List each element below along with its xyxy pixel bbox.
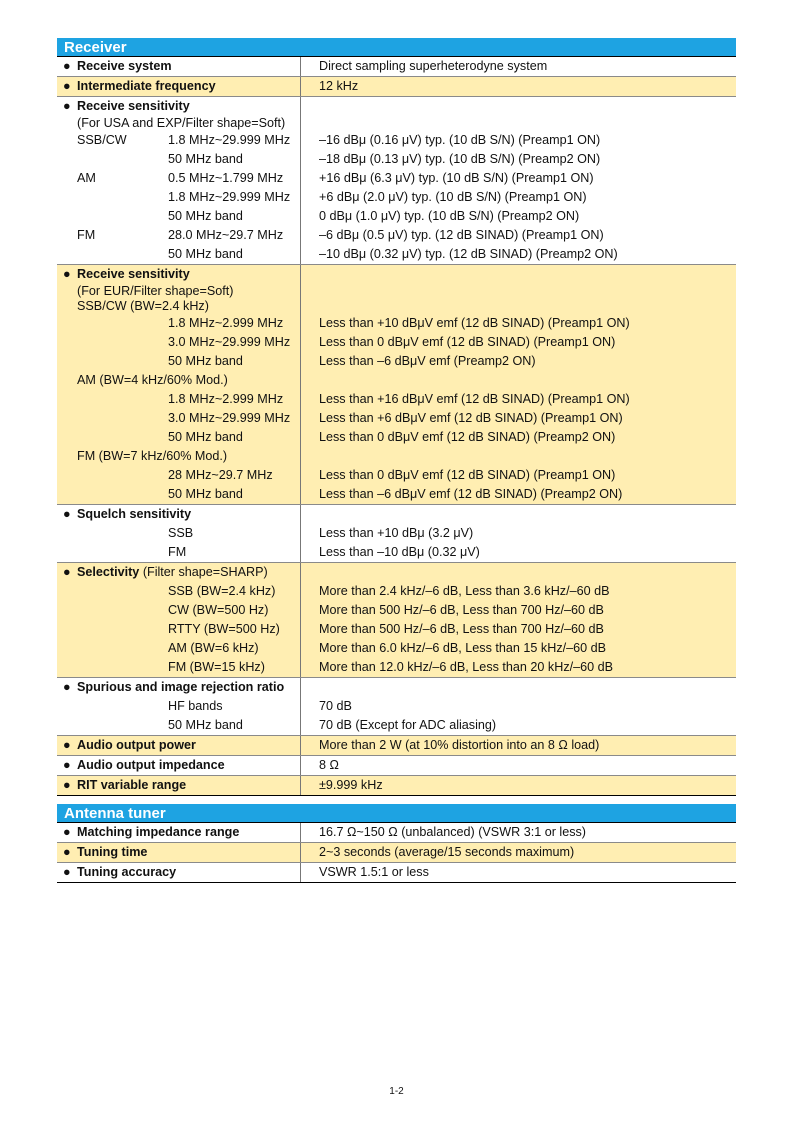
spec-value: 8 Ω [319,758,339,772]
spec-value: 12 kHz [319,79,359,93]
spec-label: ● Selectivity (Filter shape=SHARP) [63,565,268,579]
spec-subtitle: AM (BW=4 kHz/60% Mod.) [77,373,228,387]
spec-note: (For EUR/Filter shape=Soft) [77,284,234,298]
spec-value: Less than 0 dBμV emf (12 dB SINAD) (Preamp1 ON) [319,335,616,349]
spec-group-sensitivity-eur: ● Receive sensitivity (For EUR/Filter shape=Soft) SSB/CW (BW=2.4 kHz) 1.8 MHz~2.999 MHz 3.0 MHz~29.999 MHz 50 MHz band AM (BW=4 kHz/60% Mod.) 1.8 MHz~2.999 MHz 3.0 MHz~29.999 MHz 50 MHz band FM (BW=7 kHz/60% Mod.) 28 MHz~29.7 MHz 50 MHz band Less than +10 dBμV emf (12 dB SINAD) (Preamp1 ON) Less than 0 dBμV emf (12 dB SINAD) (Preamp1 ON) Less than –6 dBμV emf (Preamp2 ON) Less than +16 dBμV emf (12 dB SINAD) (Preamp1 ON) Less than +6 dBμV emf (12 dB SINAD) (Preamp1 ON) Less than 0 dBμV emf (12 dB SINAD) (Preamp2 ON) Less than 0 dBμV emf (12 dB SINAD) (Preamp1 ON) Less than –6 dBμV emf (12 dB SINAD) (Preamp2 ON) [57,265,736,505]
spec-value: VSWR 1.5:1 or less [319,865,429,879]
spec-value: Direct sampling superheterodyne system [319,59,548,73]
spec-group-sensitivity-usa: ● Receive sensitivity (For USA and EXP/Filter shape=Soft) SSB/CW 1.8 MHz~29.999 MHz 50 MHz band AM 0.5 MHz~1.799 MHz 1.8 MHz~29.999 MHz 50 MHz band FM 28.0 MHz~29.7 MHz 50 MHz band –16 dBμ (0.16 μV) typ. (10 dB S/N) (Preamp1 ON) –18 dBμ (0.13 μV) typ. (10 dB S/N) (Preamp2 ON) +16 dBμ (6.3 μV) typ. (10 dB S/N) (Preamp1 ON) +6 dBμ (2.0 μV) typ. (10 dB S/N) (Preamp1 ON) 0 dBμ (1.0 μV) typ. (10 dB S/N) (Preamp2 ON) –6 dBμ (0.5 μV) typ. (12 dB SINAD) (Preamp1 ON) –10 dBμ (0.32 μV) typ. (12 dB SINAD) (Preamp2 ON) [57,97,736,265]
spec-value: Less than –6 dBμV emf (Preamp2 ON) [319,354,536,368]
spec-value: 70 dB [319,699,352,713]
spec-label: Audio output power [77,738,196,752]
antenna-tuner-section [57,804,736,883]
spec-group-selectivity: ● Selectivity (Filter shape=SHARP) SSB (BW=2.4 kHz) CW (BW=500 Hz) RTTY (BW=500 Hz) AM (BW=6 kHz) FM (BW=15 kHz) More than 2.4 kHz/–6 dB, Less than 3.6 kHz/–60 dB More than 500 Hz/–6 dB, Less than 700 Hz/–60 dB More than 500 Hz/–6 dB, Less than 700 Hz/–60 dB More than 6.0 kHz/–6 dB, Less than 15 kHz/–60 dB More than 12.0 kHz/–6 dB, Less than 20 kHz/–60 dB [57,563,736,678]
spec-row-receive-system: ● Receive system Direct sampling superheterodyne system [57,57,736,77]
spec-row-audio-output-impedance: ● Audio output impedance 8 Ω [57,756,736,776]
spec-value: –16 dBμ (0.16 μV) typ. (10 dB S/N) (Preamp1 ON) [319,133,601,147]
spec-value: Less than –10 dBμ (0.32 μV) [319,545,480,559]
spec-group-spurious: ● Spurious and image rejection ratio HF bands 50 MHz band 70 dB 70 dB (Except for ADC aliasing) [57,678,736,736]
spec-value: 16.7 Ω~150 Ω (unbalanced) (VSWR 3:1 or less) [319,825,586,839]
spec-label: Audio output impedance [77,758,225,772]
spec-value: More than 12.0 kHz/–6 dB, Less than 20 kHz/–60 dB [319,660,614,674]
spec-value: Less than +10 dBμ (3.2 μV) [319,526,474,540]
spec-value: 2~3 seconds (average/15 seconds maximum) [319,845,575,859]
spec-value: 70 dB (Except for ADC aliasing) [319,718,497,732]
spec-label: ● Receive sensitivity [63,99,190,113]
spec-value: +16 dBμ (6.3 μV) typ. (10 dB S/N) (Preamp1 ON) [319,171,594,185]
spec-group-squelch: ● Squelch sensitivity SSB FM Less than +10 dBμ (3.2 μV) Less than –10 dBμ (0.32 μV) [57,505,736,563]
spec-value: More than 6.0 kHz/–6 dB, Less than 15 kHz/–60 dB [319,641,607,655]
spec-row-rit-range: ● RIT variable range ±9.999 kHz [57,776,736,796]
spec-value: Less than +10 dBμV emf (12 dB SINAD) (Preamp1 ON) [319,316,630,330]
spec-value: Less than +6 dBμV emf (12 dB SINAD) (Preamp1 ON) [319,411,623,425]
spec-value: Less than +16 dBμV emf (12 dB SINAD) (Preamp1 ON) [319,392,630,406]
spec-value: –18 dBμ (0.13 μV) typ. (10 dB S/N) (Preamp2 ON) [319,152,601,166]
spec-row-intermediate-frequency: ● Intermediate frequency 12 kHz [57,77,736,97]
spec-label: Tuning time [77,845,148,859]
spec-row-tuning-accuracy: ● Tuning accuracy VSWR 1.5:1 or less [57,863,736,883]
spec-value: Less than 0 dBμV emf (12 dB SINAD) (Preamp1 ON) [319,468,616,482]
spec-label: Intermediate frequency [77,79,216,93]
spec-value: More than 2.4 kHz/–6 dB, Less than 3.6 kHz/–60 dB [319,584,610,598]
spec-value: More than 2 W (at 10% distortion into an 8 Ω load) [319,738,600,752]
spec-value: –6 dBμ (0.5 μV) typ. (12 dB SINAD) (Preamp1 ON) [319,228,604,242]
spec-subtitle: SSB/CW (BW=2.4 kHz) [77,299,209,313]
antenna-tuner-header: Antenna tuner [57,804,736,823]
spec-value: Less than 0 dBμV emf (12 dB SINAD) (Preamp2 ON) [319,430,616,444]
spec-note: (For USA and EXP/Filter shape=Soft) [77,116,286,130]
spec-value: 0 dBμ (1.0 μV) typ. (10 dB S/N) (Preamp2 ON) [319,209,580,223]
spec-label: Tuning accuracy [77,865,177,879]
receiver-header: Receiver [57,38,736,57]
spec-value: +6 dBμ (2.0 μV) typ. (10 dB S/N) (Preamp1 ON) [319,190,587,204]
spec-label: Matching impedance range [77,825,240,839]
spec-label: RIT variable range [77,778,187,792]
spec-row-tuning-time: ● Tuning time 2~3 seconds (average/15 seconds maximum) [57,843,736,863]
spec-label: ● Spurious and image rejection ratio [63,680,285,694]
spec-row-audio-output-power: ● Audio output power More than 2 W (at 10% distortion into an 8 Ω load) [57,736,736,756]
spec-value: ±9.999 kHz [319,778,383,792]
spec-row-matching-impedance: ● Matching impedance range 16.7 Ω~150 Ω (unbalanced) (VSWR 3:1 or less) [57,823,736,843]
spec-label: Receive system [77,59,172,73]
spec-subtitle: FM (BW=7 kHz/60% Mod.) [77,449,228,463]
spec-value: More than 500 Hz/–6 dB, Less than 700 Hz/–60 dB [319,622,604,636]
page-number: 1-2 [389,1086,404,1097]
spec-value: More than 500 Hz/–6 dB, Less than 700 Hz/–60 dB [319,603,604,617]
spec-label: ● Squelch sensitivity [63,507,192,521]
spec-label: ● Receive sensitivity [63,267,190,281]
spec-value: Less than –6 dBμV emf (12 dB SINAD) (Preamp2 ON) [319,487,623,501]
spec-value: –10 dBμ (0.32 μV) typ. (12 dB SINAD) (Preamp2 ON) [319,247,618,261]
receiver-section [57,38,736,796]
